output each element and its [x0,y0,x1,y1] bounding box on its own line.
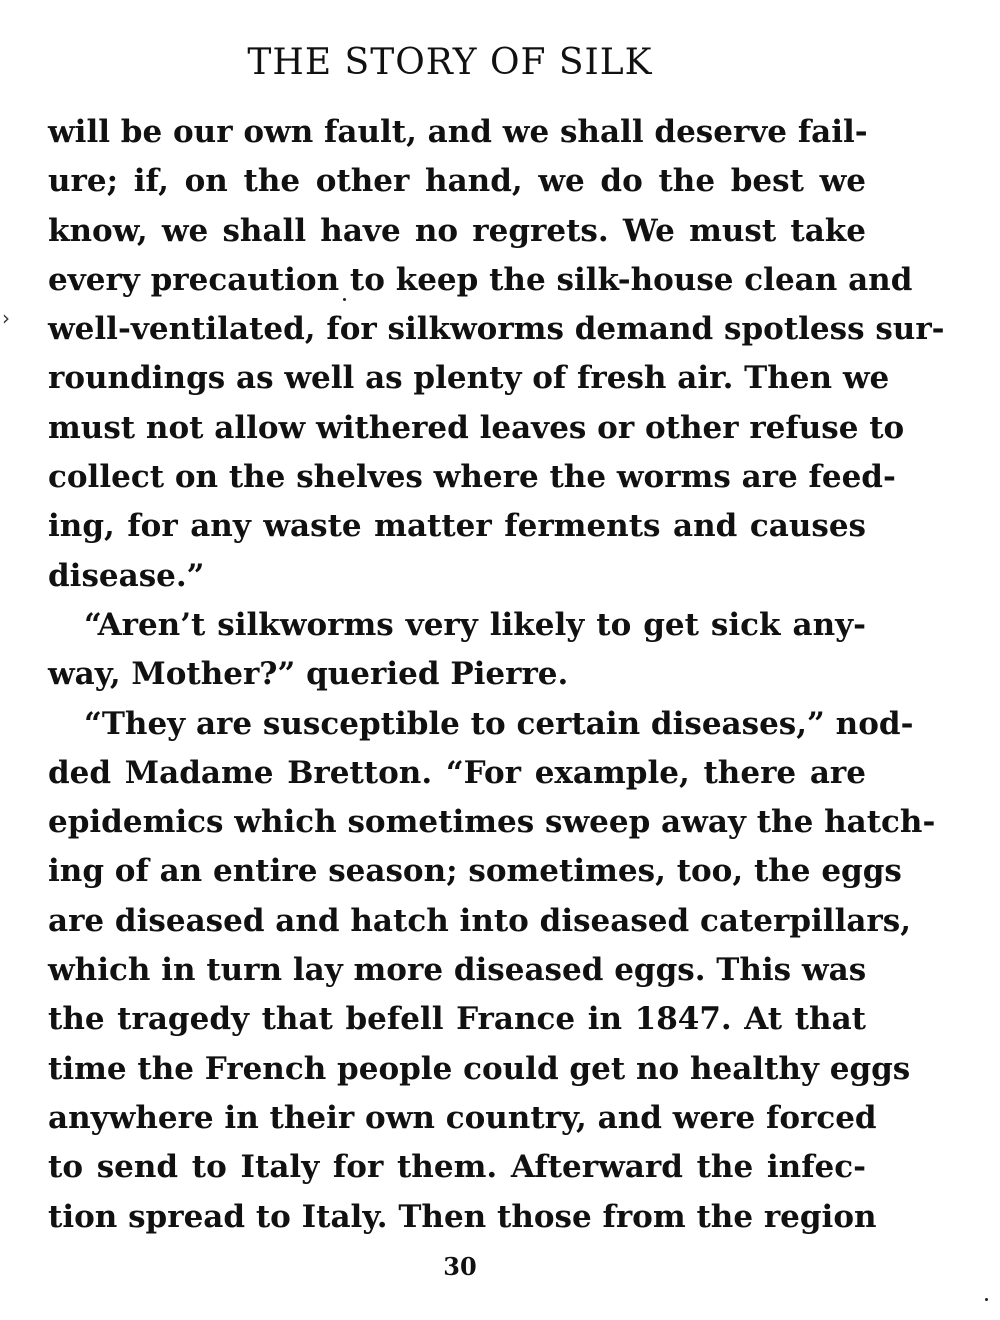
text-line: ded Madame Bretton. “For example, there are [48,754,866,791]
body-text [48,108,945,1242]
text-line: to send to Italy for them. Afterward the infec- [48,1149,866,1186]
text-line: collect on the shelves where the worms are feed- [48,459,896,496]
paragraph-1 [48,108,945,601]
margin-mark-icon: › [2,306,10,330]
ink-speck [985,1298,988,1301]
text-line: tion spread to Italy. Then those from the region [48,1198,877,1235]
text-line: are diseased and hatch into diseased caterpillars, [48,902,912,939]
page-number: 30 [443,1252,477,1281]
text-line: ure; if, on the other hand, we do the best we [48,163,866,200]
text-line: time the French people could get no healthy eggs [48,1050,911,1087]
text-line: know, we shall have no regrets. We must take [48,212,866,249]
text-line: way, Mother?” queried Pierre. [48,656,569,693]
text-line: must not allow withered leaves or other refuse to [48,409,905,446]
text-line: anywhere in their own country, and were forced [48,1099,877,1136]
text-line: disease.” [48,557,205,594]
text-line: will be our own fault, and we shall deserve fail- [48,114,868,150]
ink-speck [343,298,346,301]
paragraph-2 [48,601,866,700]
text-line: roundings as well as plenty of fresh air. Then we [48,360,890,397]
text-line: ing, for any waste matter ferments and causes [48,508,866,545]
running-head: THE STORY OF SILK [247,42,653,83]
text-line: well-ventilated, for silkworms demand spotless sur- [48,311,945,348]
text-line: which in turn lay more diseased eggs. This was [48,952,867,989]
text-line: “They are susceptible to certain diseases,” nod- [84,705,914,742]
text-line: “Aren’t silkworms very likely to get sick any- [84,606,866,643]
paragraph-3 [48,700,936,1242]
text-line: ing of an entire season; sometimes, too, the eggs [48,853,902,890]
text-line: every precaution to keep the silk-house clean and [48,261,913,298]
text-line: the tragedy that befell France in 1847. At that [48,1001,866,1038]
text-line: epidemics which sometimes sweep away the hatch- [48,804,936,841]
